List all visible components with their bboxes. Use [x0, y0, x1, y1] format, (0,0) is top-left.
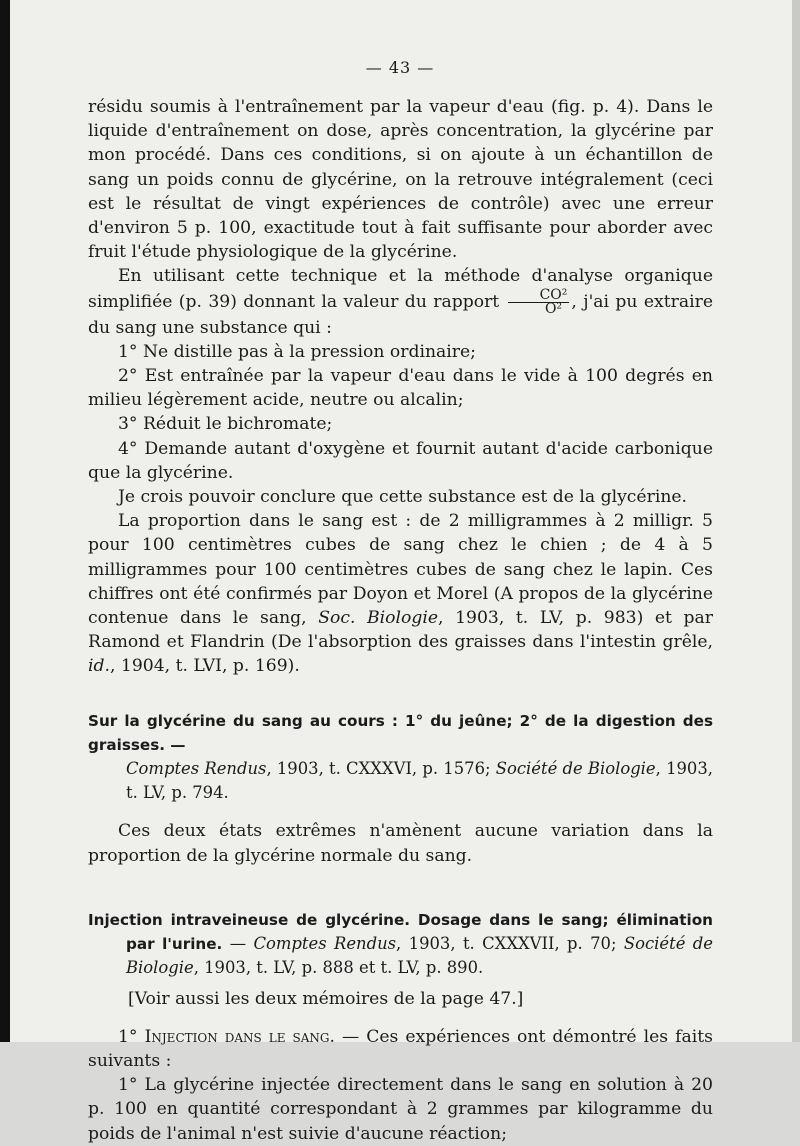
list-item-4: 4° Demande autant d'oxygène et fournit autant d'acide carbonique que la glycérine. — [88, 438, 713, 483]
page-number: — 43 — — [365, 58, 435, 77]
section-heading: Sur la glycérine du sang au cours : 1° du jeûne; 2° de la digestion des graisses. — — [88, 711, 713, 754]
list-item-1: 1° Ne distille pas à la pression ordinaire; — [118, 341, 476, 362]
paragraph-proportion: La proportion dans le sang est : de 2 milligrammes à 2 milligr. 5 pour 100 centimètres cubes de sang chez le chien ; de 4 à 5 milligrammes pour 100 centimètres cubes de sang chez le lapin. Ces chiffres ont été confirmés par Doyon et Morel (A propos de la glycérine contenue dans le sang, Soc. Biologie, 1903, t. LV, p. 983) et par Ramond et Flandrin (De l'absorption des graisses dans l'intestin grêle, id., 1904, t. LVI, p. 169). — [88, 511, 714, 677]
paragraph-conclusion: Je crois pouvoir conclure que cette substance est de la glycérine. — [118, 487, 688, 508]
paragraph-injection-intro: 1° Injection dans le sang. — Ces expériences ont démontré les faits suivants : — [88, 1026, 713, 1071]
scan-edge-left — [0, 0, 10, 1042]
list-item-2: 2° Est entraînée par la vapeur d'eau dans le vide à 100 degrés en milieu légèrement acide, neutre ou alcalin; — [88, 366, 713, 411]
section-reference: Comptes Rendus, 1903, t. CXXXVI, p. 1576; Société de Biologie, 1903, t. LV, p. 794. — [126, 759, 713, 803]
section-injection — [88, 908, 713, 1011]
section-heading-injection: Injection intraveineuse de glycérine. Dosage dans le sang; élimination par l'urine. — Comptes Rendus, 1903, t. CXXXVII, p. 70; Société de Biologie, 1903, t. LV, p. 888 et t. LV, p. 890. — [88, 910, 713, 978]
paragraph-residue: résidu soumis à l'entraînement par la vapeur d'eau (fig. p. 4). Dans le liquide d'entraînement on dose, après concentration, la glycérine par mon procédé. Dans ces conditions, si on ajoute à un échantillon de sang un poids connu de glycérine, on la retrouve intégralement (ceci est le résultat de vingt expériences de contrôle) avec une erreur d'environ 5 p. 100, exactitude tout à fait suffisante pour aborder avec fruit l'étude physiologique de la glycérine. — [88, 97, 713, 263]
ratio-fraction: $\frac{\text{CO²}}{\text{O²}}$ — [508, 289, 570, 316]
paragraph-states: Ces deux états extrêmes n'amènent aucune variation dans la proportion de la glycérine normale du sang. — [88, 821, 713, 866]
list-item-3: 3° Réduit le bichromate; — [118, 414, 333, 435]
scan-edge-right — [792, 0, 800, 1042]
paragraph-injection-result: 1° La glycérine injectée directement dans le sang en solution à 20 p. 100 en quantité correspondant à 2 grammes par kilogramme du poids de l'animal n'est suivie d'aucune réaction; — [88, 1075, 713, 1144]
cross-reference-note: [Voir aussi les deux mémoires de la page 47.] — [128, 988, 524, 1009]
section-fasting — [88, 709, 713, 806]
paragraph-technique: En utilisant cette technique et la méthode d'analyse organique simplifiée (p. 39) donnant la valeur du rapport $\frac{\text{CO²}}{\text{O²}}$ , j'ai pu extraire du sang une substance qui : — [88, 266, 713, 338]
document-body — [88, 95, 713, 1146]
